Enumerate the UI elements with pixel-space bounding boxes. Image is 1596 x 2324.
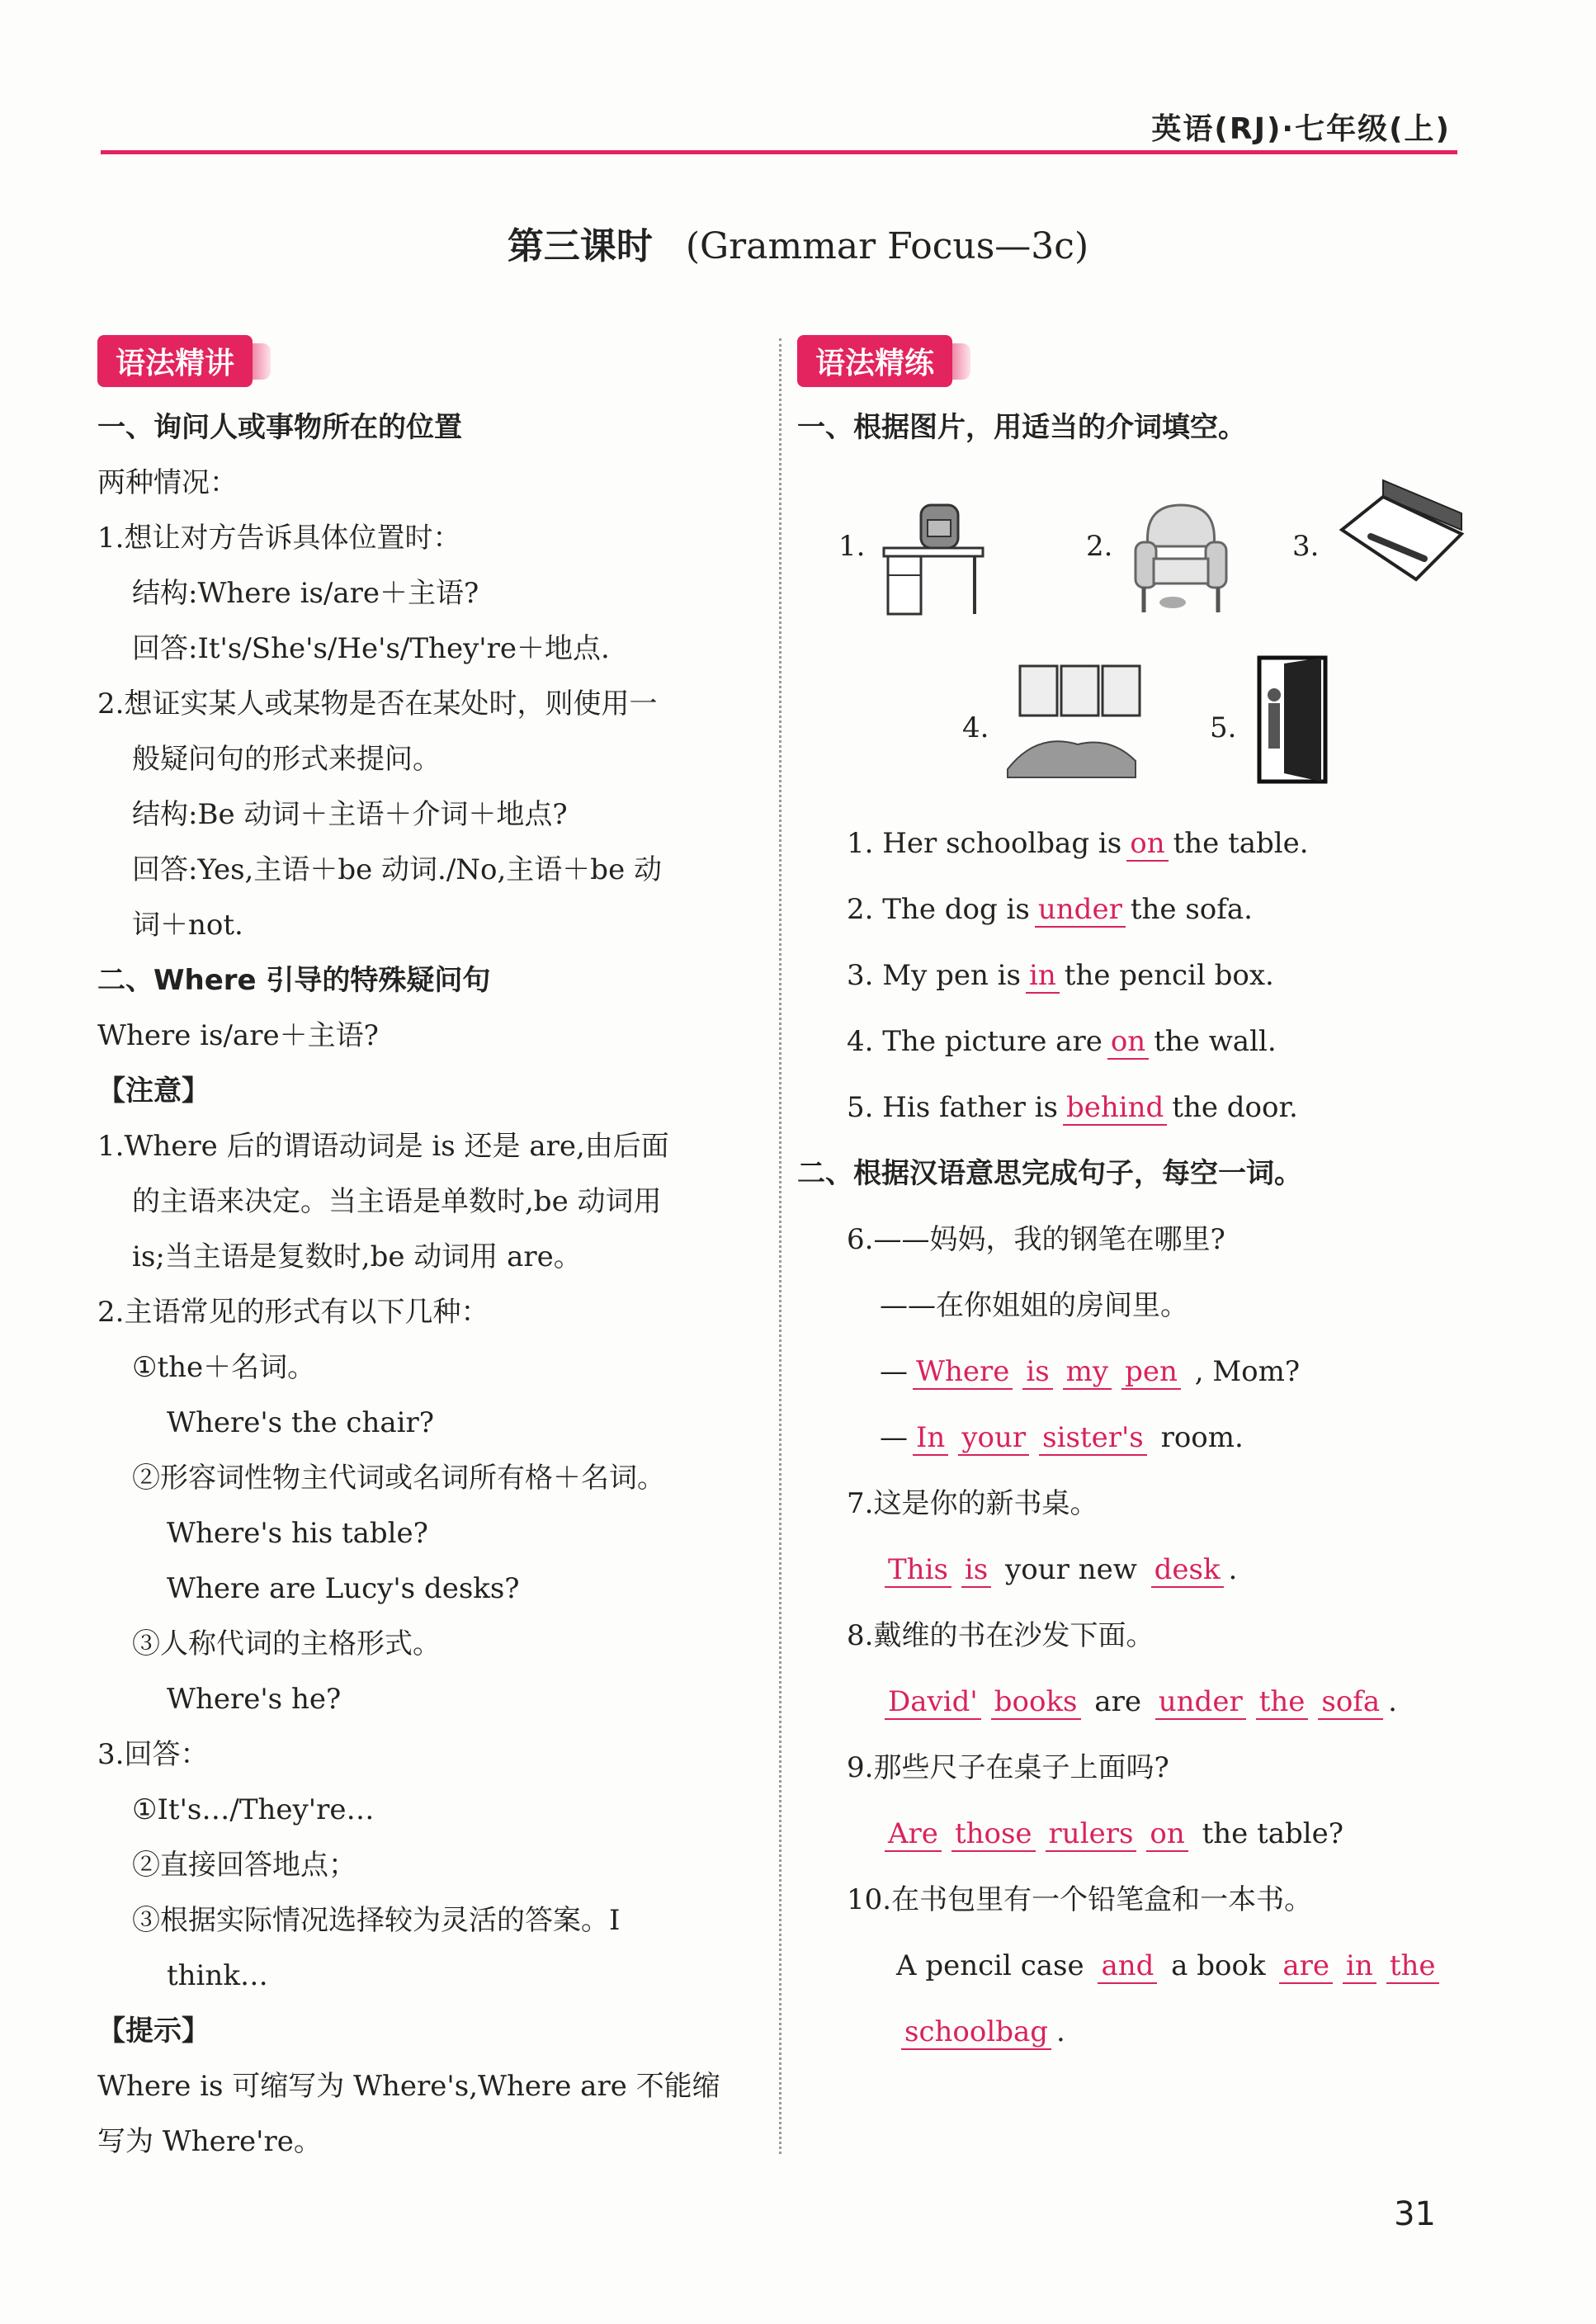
explanation-line: 回答:It's/She's/He's/They're＋地点. xyxy=(132,632,610,665)
question-number: 3. xyxy=(847,959,883,992)
answer-blank: Are xyxy=(885,1817,942,1852)
answer-blank: on xyxy=(1126,827,1168,862)
explanation-line: 3.回答： xyxy=(97,1738,209,1771)
answer-blank: on xyxy=(1146,1817,1188,1852)
q9-answer xyxy=(797,1801,1482,1867)
explanation-line: Where is/are＋主语? xyxy=(97,1019,379,1052)
picture-row xyxy=(797,456,1482,810)
explanation-line: think… xyxy=(167,1959,268,1992)
answer-blank: the xyxy=(1386,1949,1439,1984)
answer-blank: and xyxy=(1098,1949,1157,1984)
section1-heading: 一、根据图片，用适当的介词填空。 xyxy=(797,411,1246,444)
q7-cn: 7.这是你的新书桌。 xyxy=(847,1487,1098,1520)
explanation-line: Where's his table? xyxy=(167,1517,428,1550)
sentence-text: . xyxy=(1056,2015,1065,2048)
explanation-line: ①It's…/They're… xyxy=(132,1793,375,1826)
sofa-icon xyxy=(1127,497,1235,621)
answer-blank: is xyxy=(961,1553,991,1588)
answer-blank: under xyxy=(1155,1685,1246,1720)
explanation-line: ①the＋名词。 xyxy=(132,1351,316,1384)
grammar-practice-badge: 语法精练 xyxy=(797,335,952,387)
answer-blank: the xyxy=(1256,1685,1309,1720)
explanation-line: Where's the chair? xyxy=(167,1406,434,1439)
lesson-title-cn: 第三课时 xyxy=(507,225,653,267)
answer-blank: in xyxy=(1343,1949,1376,1984)
sentence-text: are xyxy=(1085,1685,1150,1718)
header-title: 英语(RJ)·七年级(上) xyxy=(1151,112,1451,146)
answer-blank: Where xyxy=(913,1355,1013,1390)
picture-number: 2. xyxy=(1086,530,1113,563)
fill-question xyxy=(797,1008,1482,1075)
question-text: The picture are xyxy=(882,1025,1103,1058)
picture-number: 1. xyxy=(838,530,866,563)
explanation-line: 写为 Where're。 xyxy=(97,2125,322,2158)
explanation-line: 两种情况： xyxy=(97,466,238,499)
q8-answer xyxy=(797,1669,1482,1735)
picture-3 xyxy=(1292,472,1482,612)
picture-2 xyxy=(1086,497,1251,629)
sentence-text: room. xyxy=(1151,1421,1244,1454)
question-text: the table. xyxy=(1173,827,1309,860)
question-text: the wall. xyxy=(1154,1025,1277,1058)
sentence-text: the table? xyxy=(1192,1817,1343,1850)
pencil-box-icon xyxy=(1334,472,1466,596)
explanation-line: Where are Lucy's desks? xyxy=(167,1572,520,1605)
question-text: My pen is xyxy=(882,959,1021,992)
sentence-text: . xyxy=(1228,1553,1238,1586)
explanation-line: 结构:Where is/are＋主语? xyxy=(132,577,479,610)
q8-cn: 8.戴维的书在沙发下面。 xyxy=(847,1619,1155,1652)
q6-answer-2 xyxy=(797,1405,1482,1471)
sentence-text: A pencil case xyxy=(896,1949,1093,1982)
answer-blank: rulers xyxy=(1046,1817,1137,1852)
question-number: 2. xyxy=(847,893,883,926)
q9-cn: 9.那些尺子在桌子上面吗? xyxy=(847,1751,1169,1784)
answer-blank: in xyxy=(1026,959,1060,994)
question-text: the sofa. xyxy=(1130,893,1253,926)
sentence-text: your new xyxy=(996,1553,1146,1586)
q10-answer-cont xyxy=(797,1999,1482,2065)
question-number: 4. xyxy=(847,1025,883,1058)
explanation-line: 1.Where 后的谓语动词是 is 还是 are,由后面 xyxy=(97,1130,669,1163)
picture-number: 4. xyxy=(962,711,989,744)
question-text: His father is xyxy=(882,1091,1058,1124)
question-text: Her schoolbag is xyxy=(882,827,1122,860)
grammar-explanation-badge: 语法精讲 xyxy=(97,335,253,387)
explanation-line: 结构:Be 动词＋主语＋介词＋地点? xyxy=(132,798,568,831)
grammar-practice-column xyxy=(797,330,1482,2065)
answer-blank: are xyxy=(1279,1949,1333,1984)
explanation-line: 2.想证实某人或某物是否在某处时，则使用一 xyxy=(97,687,658,720)
answer-blank: books xyxy=(991,1685,1081,1720)
explanation-line: 二、Where 引导的特殊疑问句 xyxy=(97,964,491,997)
explanation-line: Where is 可缩写为 Where's,Where are 不能缩 xyxy=(97,2070,720,2103)
fill-question xyxy=(797,810,1482,876)
section1-questions xyxy=(797,810,1482,1141)
sentence-text: . xyxy=(1388,1685,1397,1718)
picture-5 xyxy=(1210,654,1375,794)
explanation-line: 的主语来决定。当主语是单数时,be 动词用 xyxy=(132,1185,662,1218)
question-number: 1. xyxy=(847,827,883,860)
explanation-line: Where's he? xyxy=(167,1683,342,1716)
answer-blank: those xyxy=(951,1817,1036,1852)
explanation-line: 【提示】 xyxy=(97,2015,210,2048)
grammar-explanation-column xyxy=(97,330,766,2170)
fill-question xyxy=(797,876,1482,942)
door-man-icon xyxy=(1251,654,1334,786)
answer-blank: David' xyxy=(885,1685,981,1720)
section2-heading: 二、根据汉语意思完成句子，每空一词。 xyxy=(797,1157,1302,1190)
q10-cn: 10.在书包里有一个铅笔盒和一本书。 xyxy=(847,1883,1313,1916)
header-rule xyxy=(101,150,1457,154)
answer-blank: sofa xyxy=(1318,1685,1383,1720)
answer-blank: This xyxy=(885,1553,951,1588)
answer-blank: pen xyxy=(1121,1355,1181,1390)
answer-blank: on xyxy=(1107,1025,1149,1060)
answer-blank: under xyxy=(1035,893,1126,928)
answer-blank: sister's xyxy=(1039,1421,1147,1456)
explanation-line: 一、询问人或事物所在的位置 xyxy=(97,411,462,444)
answer-blank: behind xyxy=(1063,1091,1167,1126)
explanation-line: 1.想让对方告诉具体位置时： xyxy=(97,522,461,555)
question-text: The dog is xyxy=(882,893,1030,926)
q6-answer-1 xyxy=(797,1339,1482,1405)
explanation-line: 回答:Yes,主语＋be 动词./No,主语＋be 动 xyxy=(132,853,662,886)
explanation-line: is;当主语是复数时,be 动词用 are。 xyxy=(132,1240,582,1273)
lesson-title xyxy=(0,216,1596,269)
explanation-line: ③根据实际情况选择较为灵活的答案。I xyxy=(132,1904,621,1937)
q10-answer xyxy=(797,1933,1482,1999)
picture-number: 5. xyxy=(1210,711,1237,744)
explanation-line: 2.主语常见的形式有以下几种： xyxy=(97,1296,489,1329)
answer-blank: In xyxy=(913,1421,948,1456)
column-divider xyxy=(779,338,781,2154)
q6-cn-1: 6.——妈妈，我的钢笔在哪里? xyxy=(847,1223,1225,1256)
explanation-line: ③人称代词的主格形式。 xyxy=(132,1627,441,1660)
desk-schoolbag-icon xyxy=(880,497,987,621)
fill-question xyxy=(797,942,1482,1008)
question-text: the pencil box. xyxy=(1064,959,1274,992)
answer-blank: schoolbag xyxy=(901,2015,1051,2050)
q6-cn-2: ——在你姐姐的房间里。 xyxy=(880,1289,1188,1322)
answer-blank: desk xyxy=(1151,1553,1224,1588)
lesson-title-en: (Grammar Focus—3c) xyxy=(685,225,1089,267)
explanation-line: ②直接回答地点； xyxy=(132,1849,357,1882)
explanation-line: 般疑问句的形式来提问。 xyxy=(132,743,441,776)
answer-blank: is xyxy=(1022,1355,1052,1390)
question-text: the door. xyxy=(1172,1091,1298,1124)
explanation-line: 【注意】 xyxy=(97,1075,210,1108)
answer-blank: my xyxy=(1063,1355,1112,1390)
sentence-text: a book xyxy=(1162,1949,1275,1982)
answer-blank: your xyxy=(958,1421,1029,1456)
explanation-line: 词＋not. xyxy=(132,909,243,942)
question-number: 5. xyxy=(847,1091,883,1124)
dash: — xyxy=(880,1421,908,1454)
fill-question xyxy=(797,1075,1482,1141)
picture-4 xyxy=(962,662,1177,794)
q7-answer xyxy=(797,1537,1482,1603)
explanation-line: ②形容词性物主代词或名词所有格＋名词。 xyxy=(132,1462,665,1495)
dash: — xyxy=(880,1355,908,1388)
picture-number: 3. xyxy=(1292,530,1320,563)
page-number: 31 xyxy=(1394,2195,1436,2233)
sentence-text: , Mom? xyxy=(1185,1355,1301,1388)
picture-1 xyxy=(838,497,987,629)
wall-pictures-icon xyxy=(1003,662,1144,786)
grammar-explanation-lines xyxy=(97,400,766,2170)
